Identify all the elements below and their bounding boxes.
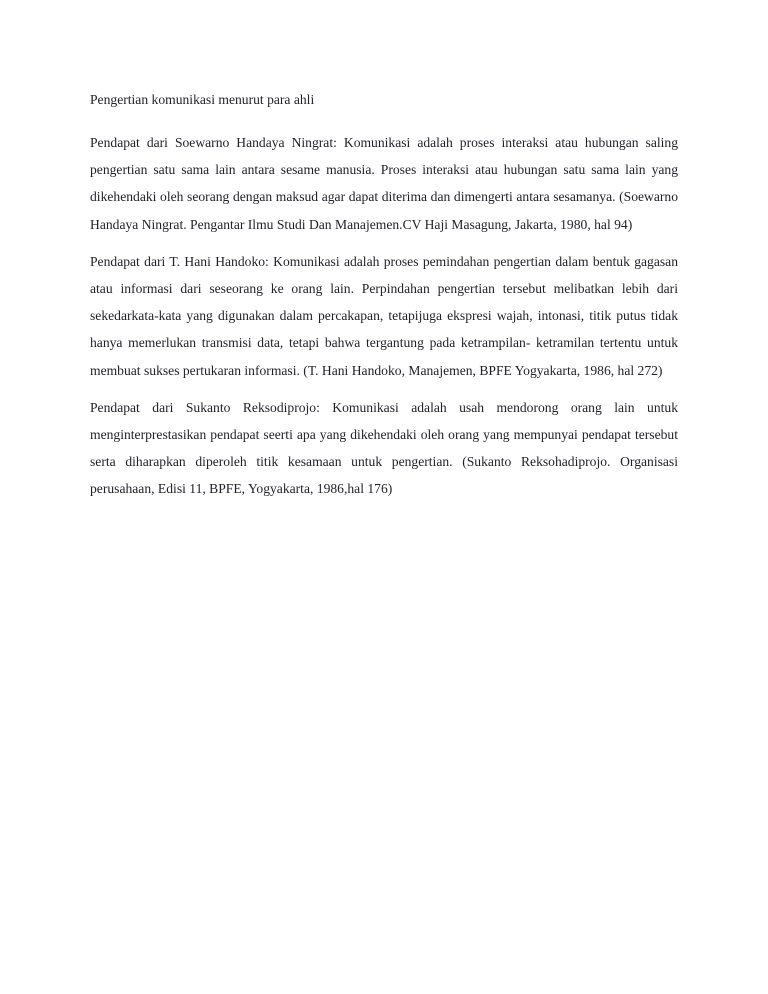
document-title: Pengertian komunikasi menurut para ahli (90, 92, 315, 107)
paragraph-handoko: Pendapat dari T. Hani Handoko: Komunikasi adalah proses pemindahan pengertian dalam bentuk gagasan atau informasi dari seseorang ke orang lain. Perpindahan pengertian tersebut melibatkan lebih dari sekedarkata-kata yang digunakan dalam percakapan, tetapijuga ekspresi wajah, intonasi, titik putus tidak hanya memerlukan transmisi data, tetapi bahwa tergantung pada ketrampilan- ketramilan tertentu untuk membuat sukses pertukaran informasi. (T. Hani Handoko, Manajemen, BPFE Yogyakarta, 1986, hal 272) (90, 253, 678, 378)
paragraph-reksodiprojo: Pendapat dari Sukanto Reksodiprojo: Komunikasi adalah usah mendorong orang lain untuk menginterprestasikan pendapat seerti apa yang dikehendaki oleh orang yang mempunyai pendapat tersebut serta diharapkan diperoleh titik kesamaan untuk pengertian. (Sukanto Reksohadiprojo. Organisasi perusahaan, Edisi 11, BPFE, Yogyakarta, 1986,hal 176) (90, 399, 678, 497)
paragraph-soewarno: Pendapat dari Soewarno Handaya Ningrat: Komunikasi adalah proses interaksi atau hubungan saling pengertian satu sama lain antara sesame manusia. Proses interaksi atau hubungan satu sama lain yang dikehendaki oleh seorang dengan maksud agar dapat diterima dan dimengerti antara sesamanya. (Soewarno Handaya Ningrat. Pengantar Ilmu Studi Dan Manajemen.CV Haji Masagung, Jakarta, 1980, hal 94) (90, 135, 678, 232)
document-body (90, 88, 678, 513)
